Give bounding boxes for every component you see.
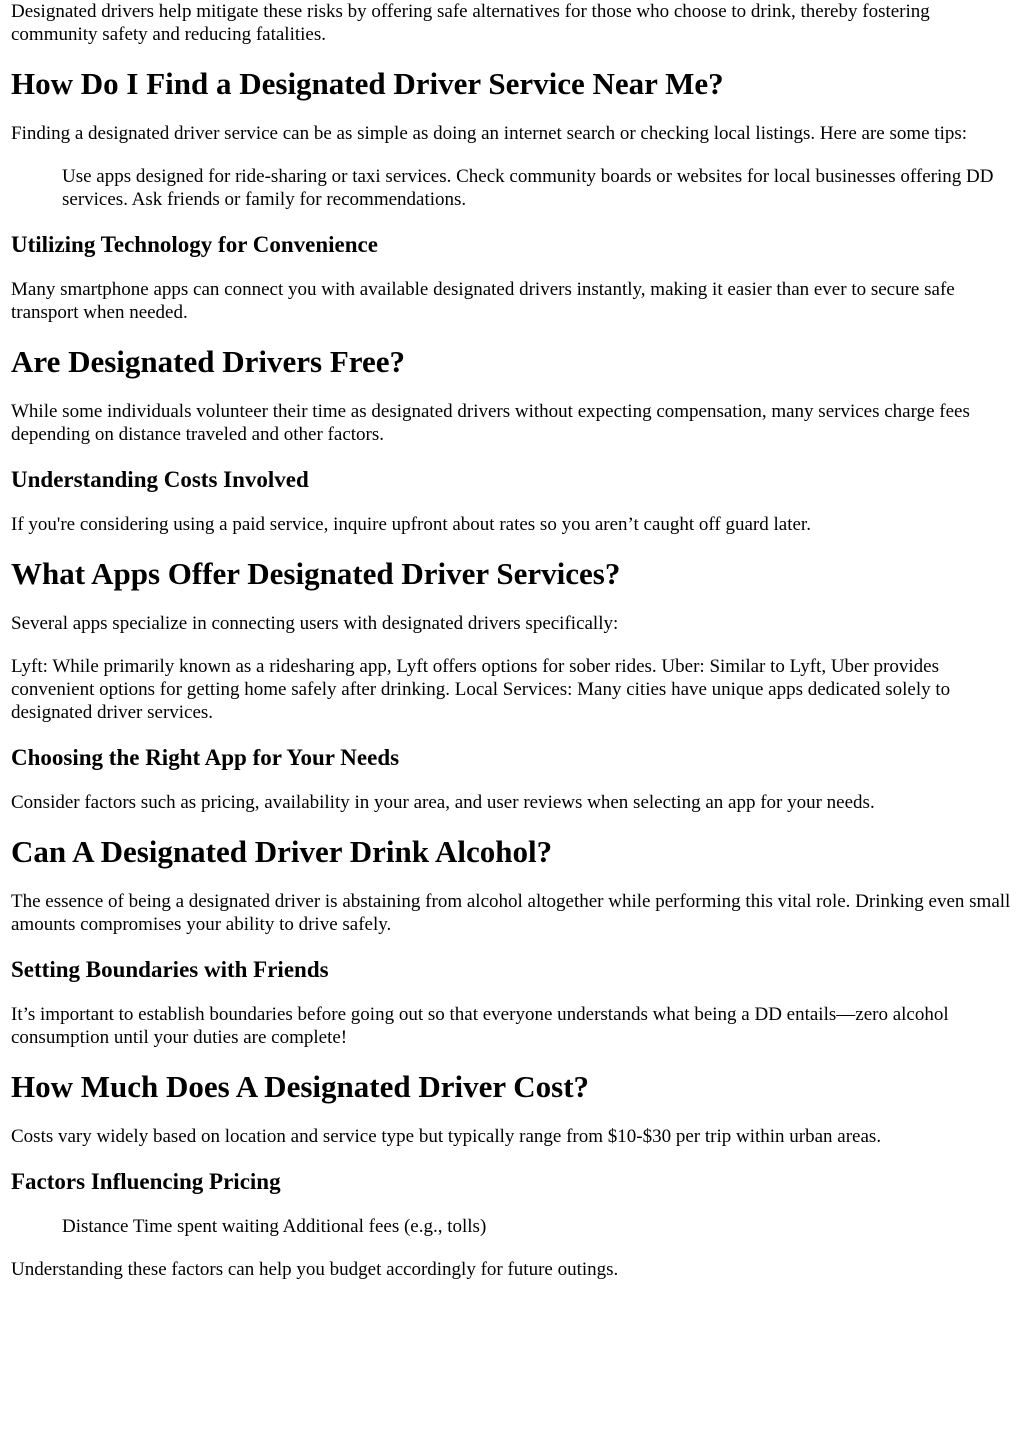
section-heading-find-service: How Do I Find a Designated Driver Service Near Me? [11,66,724,101]
subheading-costs: Understanding Costs Involved [11,467,309,492]
section-heading-drink: Can A Designated Driver Drink Alcohol? [11,834,553,869]
section-heading-apps: What Apps Offer Designated Driver Services? [11,556,621,591]
section-heading-cost: How Much Does A Designated Driver Cost? [11,1069,590,1104]
section-paragraph: While some individuals volunteer their time as designated drivers without expecting compensation, many services charge fees depending on distance traveled and other factors. [11,401,970,445]
subheading-boundaries: Setting Boundaries with Friends [11,957,329,982]
pricing-factors-quote: Distance Time spent waiting Additional fees (e.g., tolls) [62,1216,487,1237]
section-paragraph: Finding a designated driver service can be as simple as doing an internet search or checking local listings. Here are some tips: [11,123,968,144]
section-heading-free: Are Designated Drivers Free? [11,344,405,379]
tips-quote: Use apps designed for ride-sharing or taxi services. Check community boards or websites for local businesses offering DD services. Ask friends or family for recommendations. [62,166,994,210]
section-paragraph: Several apps specialize in connecting users with designated drivers specifically: [11,613,619,634]
section-paragraph: Many smartphone apps can connect you with available designated drivers instantly, making it easier than ever to secure safe transport when needed. [11,279,955,323]
section-paragraph: Understanding these factors can help you budget accordingly for future outings. [11,1259,619,1280]
section-paragraph: Costs vary widely based on location and service type but typically range from $10-$30 per trip within urban areas. [11,1126,882,1147]
section-paragraph: It’s important to establish boundaries before going out so that everyone understands what being a DD entails—zero alcohol consumption until your duties are complete! [11,1004,949,1048]
section-paragraph: If you're considering using a paid service, inquire upfront about rates so you aren’t caught off guard later. [11,514,811,535]
section-paragraph: Consider factors such as pricing, availability in your area, and user reviews when selecting an app for your needs. [11,792,875,813]
subheading-choosing-app: Choosing the Right App for Your Needs [11,745,400,770]
section-paragraph: The essence of being a designated driver is abstaining from alcohol altogether while performing this vital role. Drinking even small amounts compromises your ability to drive safely. [11,891,1011,935]
subheading-pricing-factors: Factors Influencing Pricing [11,1169,281,1194]
subheading-technology: Utilizing Technology for Convenience [11,232,378,257]
apps-list-paragraph: Lyft: While primarily known as a ridesharing app, Lyft offers options for sober rides. Uber: Similar to Lyft, Uber provides convenient options for getting home safely after drinking. Local Services: Many cities have unique apps dedicated solely to designated driver services. [11,656,951,723]
intro-paragraph: Designated drivers help mitigate these risks by offering safe alternatives for those who choose to drink, thereby fostering community safety and reducing fatalities. [11,1,930,45]
